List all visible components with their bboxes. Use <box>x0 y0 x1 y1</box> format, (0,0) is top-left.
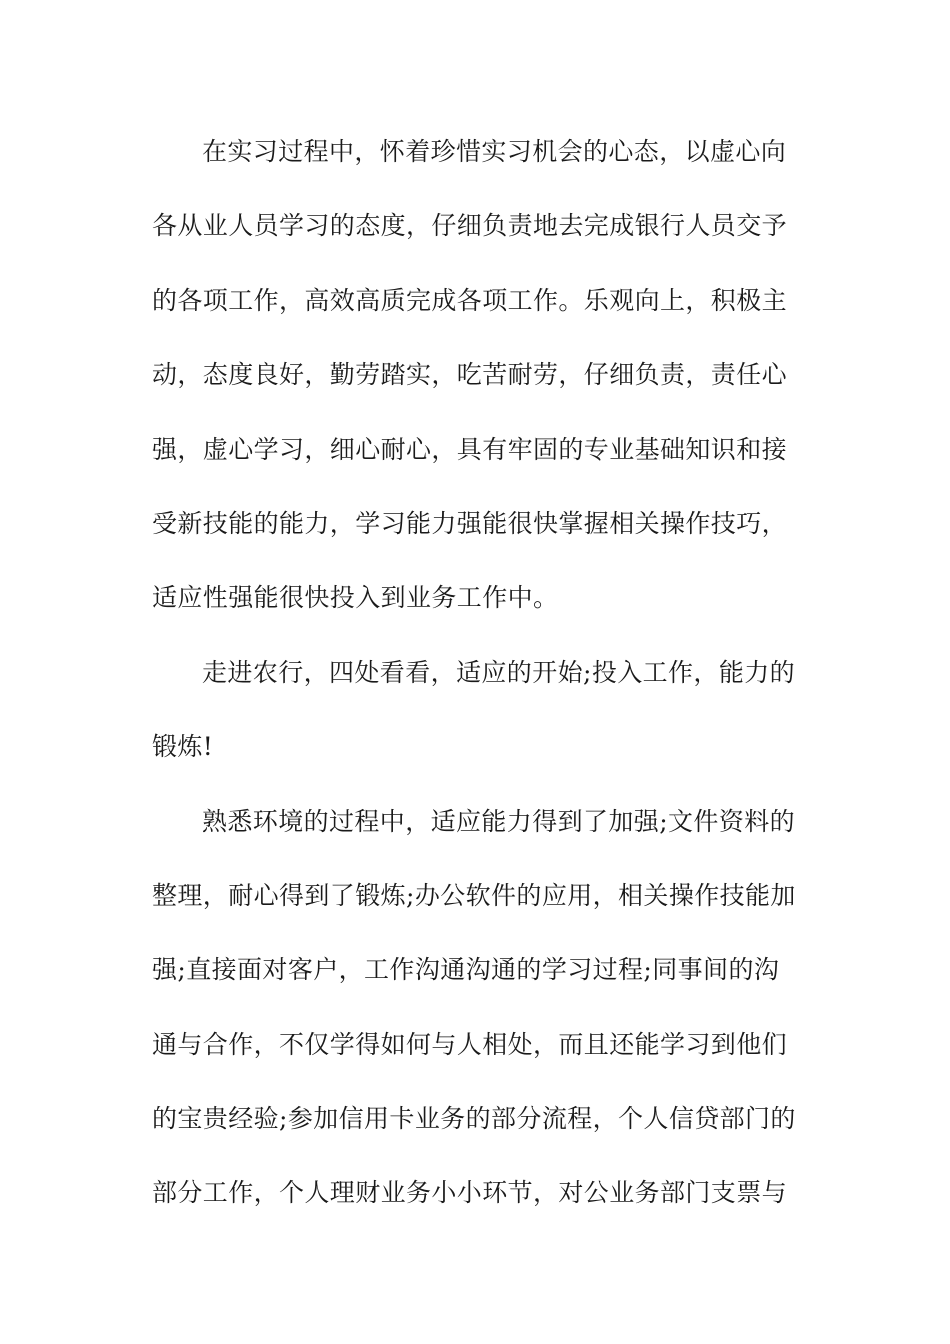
text-line: 受新技能的能力，学习能力强能很快掌握相关操作技巧， <box>152 508 788 538</box>
text-line: 熟悉环境的过程中，适应能力得到了加强;文件资料的 <box>202 806 796 836</box>
text-line: 通与合作，不仅学得如何与人相处，而且还能学习到他们 <box>152 1029 788 1059</box>
text-line: 动，态度良好，勤劳踏实，吃苦耐劳，仔细负责，责任心 <box>152 360 788 390</box>
paragraph-entering-bank <box>152 636 802 785</box>
paragraph-internship-attitude <box>152 115 802 636</box>
text-line: 锻炼! <box>152 732 214 762</box>
text-line: 适应性强能很快投入到业务工作中。 <box>152 583 559 613</box>
text-line: 整理，耐心得到了锻炼;办公软件的应用，相关操作技能加 <box>152 880 796 910</box>
text-line: 的各项工作，高效高质完成各项工作。乐观向上，积极主 <box>152 285 788 315</box>
document-body <box>152 115 802 1231</box>
text-line: 各从业人员学习的态度，仔细负责地去完成银行人员交予 <box>152 211 788 241</box>
text-line: 的宝贵经验;参加信用卡业务的部分流程，个人信贷部门的 <box>152 1104 796 1134</box>
text-line: 强;直接面对客户，工作沟通沟通的学习过程;同事间的沟 <box>152 955 780 985</box>
text-line: 部分工作，个人理财业务小小环节，对公业务部门支票与 <box>152 1178 788 1208</box>
text-line: 走进农行，四处看看，适应的开始;投入工作，能力的 <box>202 657 796 687</box>
text-line: 强，虚心学习，细心耐心，具有牢固的专业基础知识和接 <box>152 434 788 464</box>
text-line: 在实习过程中，怀着珍惜实习机会的心态，以虚心向 <box>202 137 787 166</box>
paragraph-familiarizing-environment <box>152 785 802 1231</box>
